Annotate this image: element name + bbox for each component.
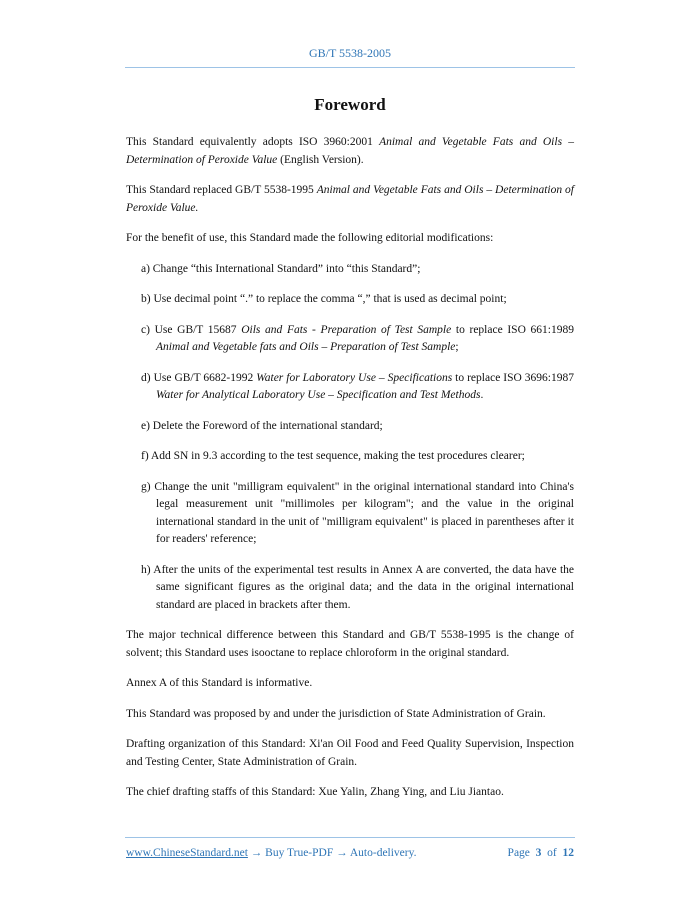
- paragraph-drafting-organization: Drafting organization of this Standard: Xi'an Oil Food and Feed Quality Supervision, Inspection and Testing Center, State Administration of Grain.: [126, 738, 574, 768]
- paragraph-modifications-intro: For the benefit of use, this Standard made the following editorial modifications:: [126, 232, 494, 244]
- page-footer: [126, 847, 574, 859]
- list-item-d: d) Use GB/T 6682-1992 Water for Laboratory Use – Specifications to replace ISO 3696:1987 Water for Analytical Laboratory Use – Specification and Test Methods.: [141, 371, 574, 401]
- list-item-c: c) Use GB/T 15687 Oils and Fats - Preparation of Test Sample to replace ISO 661:1989 Animal and Vegetable fats and Oils – Preparation of Test Sample;: [141, 323, 574, 353]
- list-item-a: a) Change “this International Standard” into “this Standard”;: [141, 262, 421, 275]
- header-divider: [125, 67, 575, 68]
- list-item-b: b) Use decimal point “.” to replace the comma “,” that is used as decimal point;: [141, 293, 507, 305]
- document-code-header: GB/T 5538-2005: [308, 46, 392, 60]
- footer-divider: [125, 837, 575, 838]
- list-item-e: e) Delete the Foreword of the international standard;: [141, 419, 383, 432]
- website-link[interactable]: www.ChineseStandard.net: [126, 847, 248, 859]
- paragraph-proposed-by: This Standard was proposed by and under the jurisdiction of State Administration of Grain.: [126, 707, 546, 720]
- total-pages: 12: [562, 847, 574, 859]
- arrow-right-icon: →: [336, 847, 348, 859]
- buy-pdf-text: Buy True-PDF: [265, 847, 334, 859]
- foreword-body: [126, 134, 574, 815]
- paragraph-annex: Annex A of this Standard is informative.: [126, 677, 313, 689]
- current-page: 3: [535, 847, 542, 859]
- page-indicator: Page 3 of 12: [507, 847, 574, 859]
- paragraph-drafting-staff: The chief drafting staffs of this Standard: Xue Yalin, Zhang Ying, and Liu Jiantao.: [126, 786, 504, 798]
- list-item-f: f) Add SN in 9.3 according to the test sequence, making the test procedures clearer;: [141, 450, 525, 462]
- auto-delivery-text: Auto-delivery.: [349, 847, 417, 859]
- list-item-g: g) Change the unit "milligram equivalent" in the original international standard into China's legal measurement unit "millimoles per kilogram"; and the value in the original international standard in the unit of "milligram equivalent" is placed in parentheses after it for readers' reference;: [141, 480, 574, 545]
- page-title: Foreword: [314, 95, 386, 114]
- paragraph-replaced: This Standard replaced GB/T 5538-1995 Animal and Vegetable Fats and Oils – Determination of Peroxide Value.: [126, 184, 574, 214]
- list-item-h: h) After the units of the experimental test results in Annex A are converted, the data have the same significant figures as the original data; and the data in the original international standard are placed in brackets after them.: [141, 563, 574, 611]
- arrow-right-icon: →: [250, 847, 263, 859]
- paragraph-technical-difference: The major technical difference between this Standard and GB/T 5538-1995 is the change of solvent; this Standard uses isooctane to replace chloroform in the original standard.: [126, 629, 574, 659]
- paragraph-adoption: This Standard equivalently adopts ISO 3960:2001 Animal and Vegetable Fats and Oils – Determination of Peroxide Value (English Version).: [126, 136, 574, 166]
